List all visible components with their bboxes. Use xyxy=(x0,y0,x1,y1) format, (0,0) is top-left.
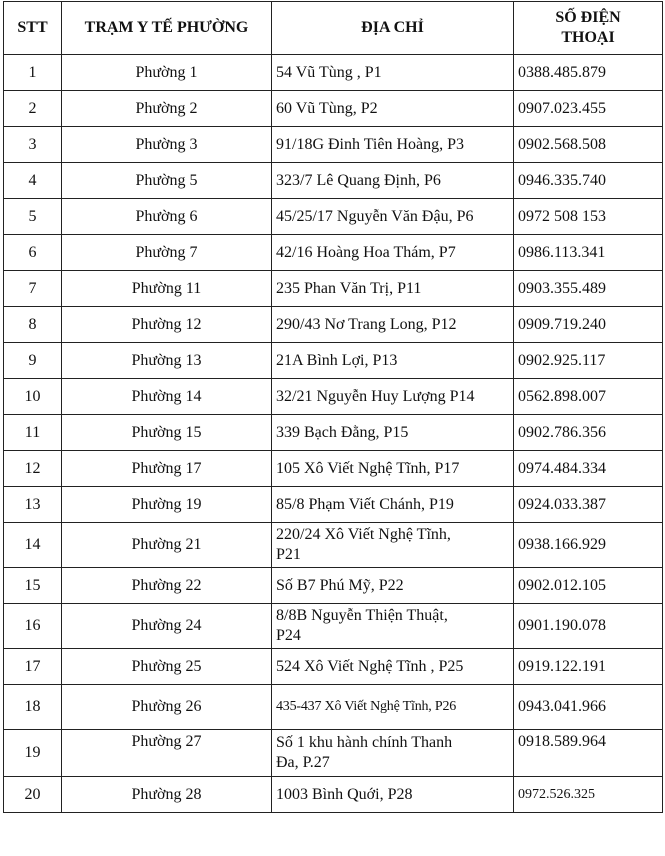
address-cell xyxy=(272,523,514,568)
table-row xyxy=(4,127,663,163)
address-cell: 85/8 Phạm Viết Chánh, P19 xyxy=(272,487,514,523)
address-cell xyxy=(272,730,514,777)
address-cell: 339 Bạch Đằng, P15 xyxy=(272,415,514,451)
stt-cell: 6 xyxy=(4,235,62,271)
phone-cell: 0943.041.966 xyxy=(514,685,663,730)
header-phone-line2: THOẠI xyxy=(561,29,615,46)
header-address: ĐỊA CHỈ xyxy=(272,2,514,55)
stt-cell: 18 xyxy=(4,685,62,730)
health-station-table xyxy=(3,1,663,813)
phone-cell: 0902.786.356 xyxy=(514,415,663,451)
header-stt: STT xyxy=(4,2,62,55)
phone-cell: 0902.925.117 xyxy=(514,343,663,379)
phone-cell: 0909.719.240 xyxy=(514,307,663,343)
address-cell: 105 Xô Viết Nghệ Tĩnh, P17 xyxy=(272,451,514,487)
table-row xyxy=(4,343,663,379)
address-cell: 54 Vũ Tùng , P1 xyxy=(272,55,514,91)
ward-cell: Phường 21 xyxy=(62,523,272,568)
table-row xyxy=(4,649,663,685)
table-row xyxy=(4,451,663,487)
header-phone-line1: SỐ ĐIỆN xyxy=(555,9,621,26)
ward-cell: Phường 6 xyxy=(62,199,272,235)
stt-cell: 8 xyxy=(4,307,62,343)
stt-cell: 17 xyxy=(4,649,62,685)
table-row xyxy=(4,91,663,127)
stt-cell: 20 xyxy=(4,777,62,813)
ward-cell: Phường 26 xyxy=(62,685,272,730)
ward-cell: Phường 11 xyxy=(62,271,272,307)
header-ward: TRẠM Y TẾ PHƯỜNG xyxy=(62,2,272,55)
ward-cell: Phường 1 xyxy=(62,55,272,91)
table-row xyxy=(4,487,663,523)
phone-cell: 0946.335.740 xyxy=(514,163,663,199)
table-row xyxy=(4,271,663,307)
address-line: 8/8B Nguyễn Thiện Thuật, xyxy=(276,607,448,624)
table-row xyxy=(4,777,663,813)
address-cell: 524 Xô Viết Nghệ Tĩnh , P25 xyxy=(272,649,514,685)
address-line: P21 xyxy=(276,546,301,563)
ward-cell: Phường 22 xyxy=(62,568,272,604)
table-row xyxy=(4,199,663,235)
address-cell: Số B7 Phú Mỹ, P22 xyxy=(272,568,514,604)
address-cell: 45/25/17 Nguyễn Văn Đậu, P6 xyxy=(272,199,514,235)
phone-cell: 0562.898.007 xyxy=(514,379,663,415)
ward-cell: Phường 27 xyxy=(62,730,272,777)
address-cell: 42/16 Hoàng Hoa Thám, P7 xyxy=(272,235,514,271)
address-line: 220/24 Xô Viết Nghệ Tĩnh, xyxy=(276,526,451,543)
phone-cell: 0974.484.334 xyxy=(514,451,663,487)
phone-cell: 0938.166.929 xyxy=(514,523,663,568)
stt-cell: 5 xyxy=(4,199,62,235)
phone-cell: 0902.012.105 xyxy=(514,568,663,604)
ward-cell: Phường 13 xyxy=(62,343,272,379)
ward-cell: Phường 25 xyxy=(62,649,272,685)
ward-cell: Phường 7 xyxy=(62,235,272,271)
ward-cell: Phường 24 xyxy=(62,604,272,649)
phone-cell: 0972 508 153 xyxy=(514,199,663,235)
address-cell: 60 Vũ Tùng, P2 xyxy=(272,91,514,127)
address-line: P24 xyxy=(276,627,301,644)
stt-cell: 1 xyxy=(4,55,62,91)
address-cell: 235 Phan Văn Trị, P11 xyxy=(272,271,514,307)
address-cell xyxy=(272,604,514,649)
table-row xyxy=(4,307,663,343)
stt-cell: 7 xyxy=(4,271,62,307)
stt-cell: 12 xyxy=(4,451,62,487)
stt-cell: 10 xyxy=(4,379,62,415)
phone-cell: 0972.526.325 xyxy=(514,777,663,813)
stt-cell: 2 xyxy=(4,91,62,127)
phone-cell: 0924.033.387 xyxy=(514,487,663,523)
phone-cell: 0986.113.341 xyxy=(514,235,663,271)
stt-cell: 11 xyxy=(4,415,62,451)
address-line: Số 1 khu hành chính Thanh xyxy=(276,734,453,751)
ward-cell: Phường 17 xyxy=(62,451,272,487)
header-phone xyxy=(514,2,663,55)
stt-cell: 14 xyxy=(4,523,62,568)
table-row xyxy=(4,568,663,604)
phone-cell: 0388.485.879 xyxy=(514,55,663,91)
stt-cell: 15 xyxy=(4,568,62,604)
table-row xyxy=(4,604,663,649)
address-cell: 32/21 Nguyễn Huy Lượng P14 xyxy=(272,379,514,415)
table-row xyxy=(4,523,663,568)
address-line: Đa, P.27 xyxy=(276,754,330,771)
ward-cell: Phường 19 xyxy=(62,487,272,523)
ward-cell: Phường 3 xyxy=(62,127,272,163)
ward-cell: Phường 2 xyxy=(62,91,272,127)
stt-cell: 13 xyxy=(4,487,62,523)
ward-cell: Phường 15 xyxy=(62,415,272,451)
phone-cell: 0901.190.078 xyxy=(514,604,663,649)
ward-cell: Phường 14 xyxy=(62,379,272,415)
document-page xyxy=(3,1,663,813)
ward-cell: Phường 28 xyxy=(62,777,272,813)
table-row xyxy=(4,163,663,199)
stt-cell: 9 xyxy=(4,343,62,379)
table-row xyxy=(4,235,663,271)
stt-cell: 3 xyxy=(4,127,62,163)
address-cell: 435-437 Xô Viết Nghệ Tĩnh, P26 xyxy=(272,685,514,730)
address-cell: 323/7 Lê Quang Định, P6 xyxy=(272,163,514,199)
phone-cell: 0907.023.455 xyxy=(514,91,663,127)
stt-cell: 16 xyxy=(4,604,62,649)
phone-cell: 0903.355.489 xyxy=(514,271,663,307)
table-row xyxy=(4,379,663,415)
address-cell: 21A Bình Lợi, P13 xyxy=(272,343,514,379)
table-row xyxy=(4,730,663,777)
table-row xyxy=(4,685,663,730)
table-row xyxy=(4,55,663,91)
stt-cell: 4 xyxy=(4,163,62,199)
address-cell: 1003 Bình Quới, P28 xyxy=(272,777,514,813)
phone-cell: 0918.589.964 xyxy=(514,730,663,777)
table-row xyxy=(4,415,663,451)
ward-cell: Phường 5 xyxy=(62,163,272,199)
table-header-row xyxy=(4,2,663,55)
address-cell: 290/43 Nơ Trang Long, P12 xyxy=(272,307,514,343)
ward-cell: Phường 12 xyxy=(62,307,272,343)
phone-cell: 0902.568.508 xyxy=(514,127,663,163)
phone-cell: 0919.122.191 xyxy=(514,649,663,685)
address-cell: 91/18G Đinh Tiên Hoàng, P3 xyxy=(272,127,514,163)
stt-cell: 19 xyxy=(4,730,62,777)
